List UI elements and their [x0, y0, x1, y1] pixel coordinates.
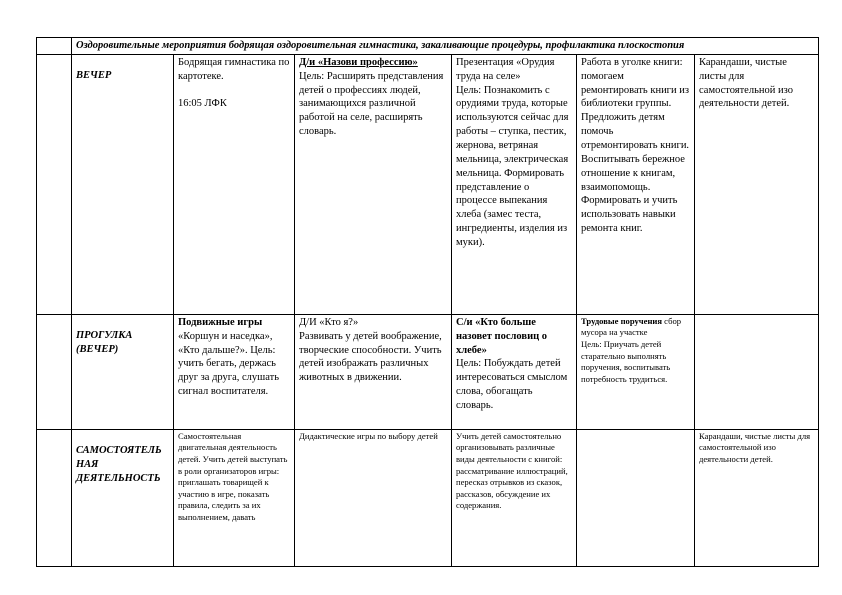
cell-text: Предложить детям помочь отремонтировать книги. Воспитывать бережное отношение к книгам, взаимопомощь. Формировать и учить использовать навыки ремонта книг.	[581, 112, 690, 235]
cell-text: Бодрящая гимнастика по картотеке.	[178, 56, 290, 82]
cell-text: «Коршун и наседка», «Кто дальше?». Цель: учить бегать, держась друг за друга, слушать сигнал воспитателя.	[178, 330, 279, 398]
cell-title: С/и «Кто больше назовет пословиц о хлебе»	[456, 316, 548, 356]
cell-text: Цель: Побуждать детей интересоваться смыслом слова, обогащать словарь.	[456, 358, 568, 412]
cell-samost-1: Самостоятельная двигательная деятельность детей. Учить детей выступать в роли организаторов игры: приглашать товарищей к участию в игре, показать правила, следить за их выполнением, давать	[174, 429, 295, 566]
cell-text: Цель: Познакомить с орудиями труда, которые используются сейчас для работы – ступка, пестик, жернова, ветряная мельница, электрическая мельница. Формировать представление о процессе выпекания хлеба (замес теста, ингредиенты, изделия из муки).	[456, 84, 569, 249]
cell-text: Работа в уголке книги: помогаем ремонтировать книги из библиотеки группы.	[581, 56, 689, 110]
cell-vecher-3	[452, 54, 577, 314]
cell-progulka-2	[295, 314, 452, 429]
cell-vecher-4	[577, 54, 695, 314]
cell-text: сбор мусора на участке	[581, 315, 682, 338]
row-samost	[37, 429, 819, 566]
cell-text: Цель: Приучать детей старательно выполнять поручения, воспитывать потребность трудиться.	[581, 339, 671, 384]
empty-cell	[37, 54, 72, 314]
cell-vecher-5: Карандаши, чистые листы для самостоятельной изо деятельности детей.	[695, 54, 819, 314]
cell-progulka-4	[577, 314, 695, 429]
cell-text: Цель: Расширять представления детей о профессиях людей, занимающихся различной работой на селе, расширять словарь.	[299, 70, 444, 138]
cell-vecher-2	[295, 54, 452, 314]
empty-cell	[37, 314, 72, 429]
cell-title: Трудовые поручения	[581, 315, 662, 326]
row-progulka	[37, 314, 819, 429]
cell-title: Подвижные игры	[178, 316, 263, 328]
cell-text: 16:05 ЛФК	[178, 97, 227, 109]
activity-plan-table	[36, 37, 819, 567]
cell-samost-2: Дидактические игры по выбору детей	[295, 429, 452, 566]
cell-title: Д/и «Назови профессию»	[299, 56, 418, 68]
cell-samost-5: Карандаши, чистые листы для самостоятельной изо деятельности детей.	[695, 429, 819, 566]
header-cell: Оздоровительные мероприятия бодрящая оздоровительная гимнастика, закаливающие процедуры, профилактика плоскостопия	[72, 38, 819, 55]
row-label-vecher: ВЕЧЕР	[72, 54, 174, 314]
empty-cell	[37, 429, 72, 566]
row-label-samost: САМОСТОЯТЕЛЬНАЯ ДЕЯТЕЛЬНОСТЬ	[72, 429, 174, 566]
header-row	[37, 38, 819, 55]
cell-title: Д/И «Кто я?»	[299, 316, 359, 328]
cell-text: Развивать у детей воображение, творческие способности. Учить детей изображать различных животных в движении.	[299, 330, 442, 384]
cell-text: Презентация «Орудия труда на селе»	[456, 56, 555, 82]
cell-progulka-1	[174, 314, 295, 429]
cell-progulka-3	[452, 314, 577, 429]
empty-cell	[37, 38, 72, 55]
cell-samost-4	[577, 429, 695, 566]
row-vecher	[37, 54, 819, 314]
cell-progulka-5	[695, 314, 819, 429]
row-label-progulka: ПРОГУЛКА (ВЕЧЕР)	[72, 314, 174, 429]
cell-samost-3: Учить детей самостоятельно организовывать различные виды деятельности с книгой: рассматривание иллюстраций, пересказ отрывков из сказок, рассказов, обсуждение их содержания.	[452, 429, 577, 566]
cell-vecher-1	[174, 54, 295, 314]
